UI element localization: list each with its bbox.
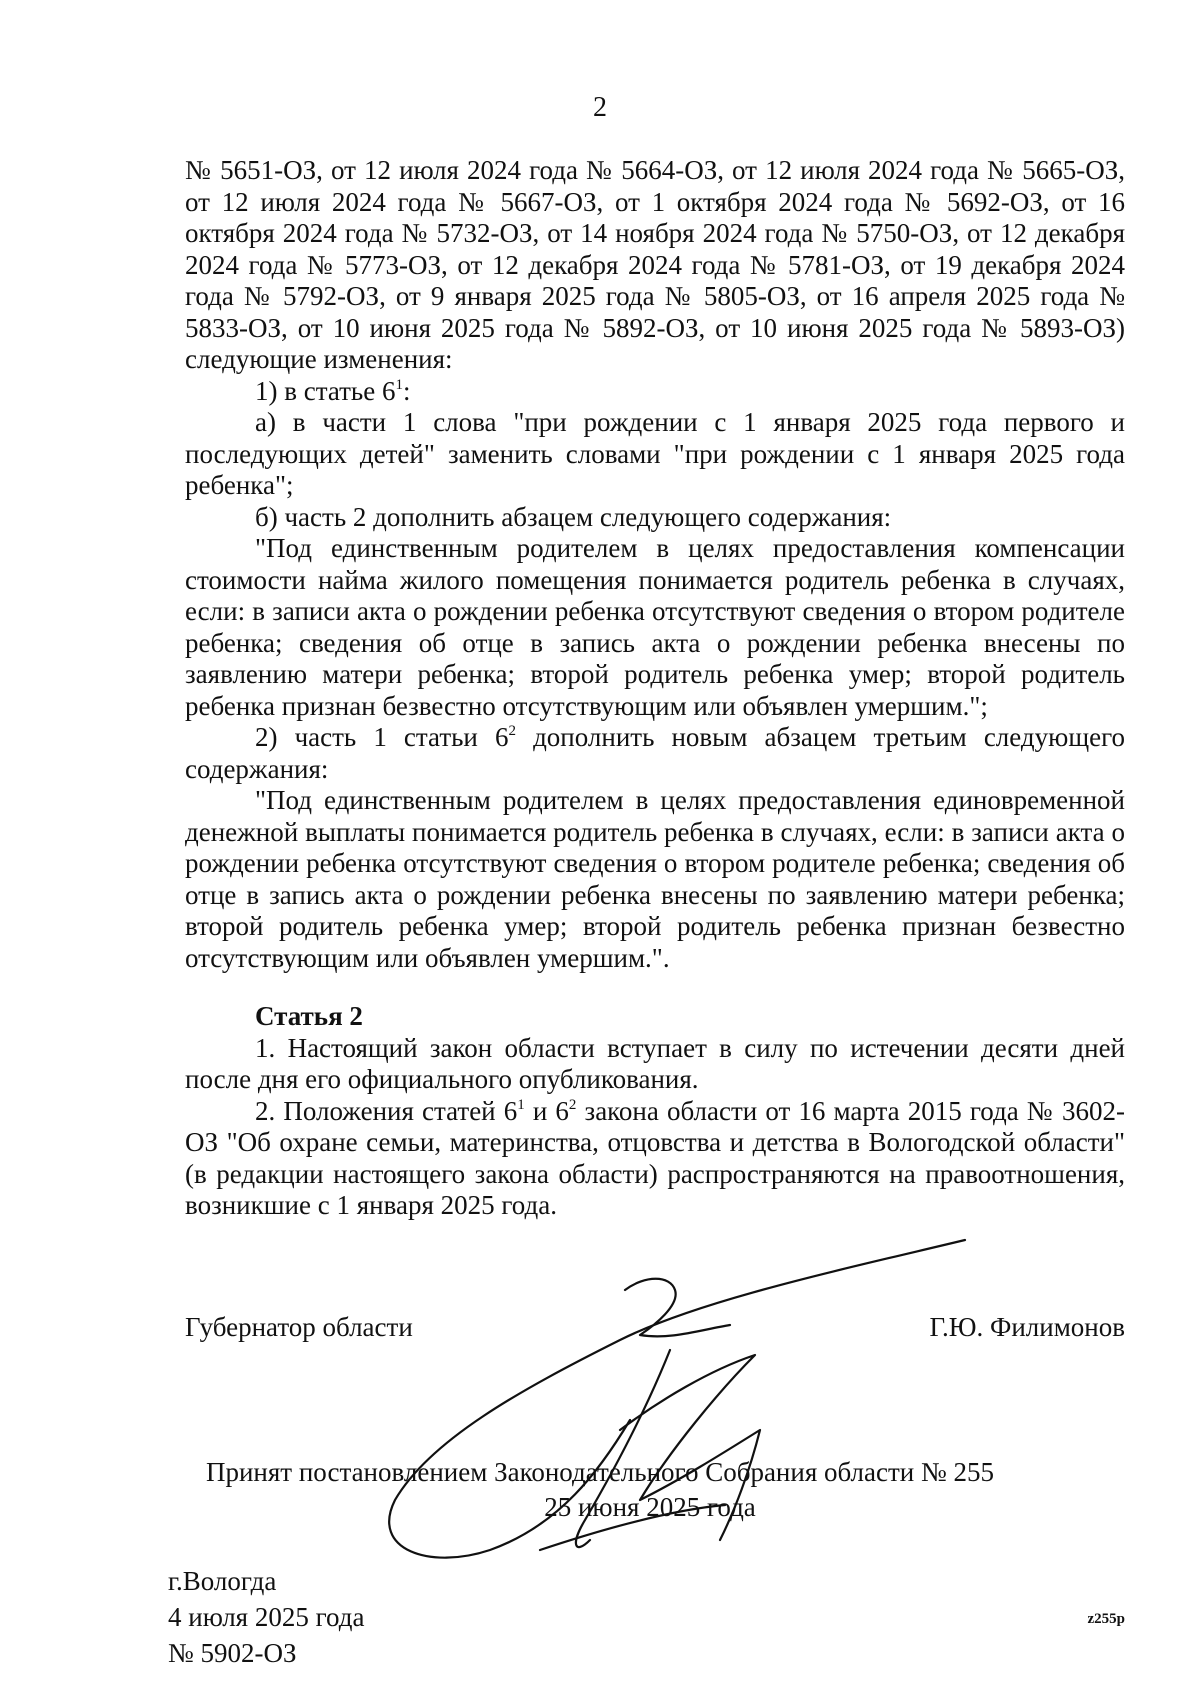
item-1-colon: : [402, 375, 411, 406]
point-2-text-a: 2. Положения статей 6 [255, 1095, 518, 1126]
point-2-text-b: и 6 [524, 1095, 569, 1126]
governor-title: Губернатор области [185, 1312, 413, 1342]
law-number: № 5902-ОЗ [168, 1638, 297, 1668]
item-2-text-rest: дополнить новым абзацем третьим следующего содержания: [185, 722, 1125, 784]
article-2-heading: Статья 2 [255, 1001, 363, 1031]
city: г.Вологда [168, 1566, 277, 1596]
superscript: 2 [568, 1096, 577, 1113]
quoted-paragraph-1: "Под единственным родителем в целях предоставления компенсации стоимости найма жилого помещения понимается родитель ребенка в случаях, если: в записи акта о рождении ребенка отсутствуют сведения о втором родителе ребенка; сведения об отце в запись акта о рождении ребенка внесены по заявлению матери ребенка; второй родитель ребенка умер; второй родитель ребенка признан безвестно отсутствующим или объявлен умершим."; [185, 533, 1125, 721]
document-code: z255p [1087, 1611, 1125, 1627]
adoption-line-2: 25 июня 2025 года [544, 1492, 756, 1522]
item-2-paragraph [185, 722, 1125, 785]
item-2-text: 2) часть 1 статьи 6 [255, 722, 509, 752]
point-2-text-c: закона области от 16 марта 2015 года № 3602-ОЗ "Об охране семьи, материнства, отцовства и детства в Вологодской области" (в редакции настоящего закона области) распространяются на правоотношения, возникшие с 1 января 2025 года. [185, 1095, 1125, 1220]
article-2-point-1: 1. Настоящий закон области вступает в силу по истечении десяти дней после дня его официального опубликования. [185, 1032, 1125, 1094]
quoted-paragraph-2: "Под единственным родителем в целях предоставления единовременной денежной выплаты понимается родитель ребенка в случаях, если: в записи акта о рождении ребенка отсутствуют сведения о втором родителе ребенка; сведения об отце в запись акта о рождении ребенка внесены по заявлению матери ребенка; второй родитель ребенка умер; второй родитель ребенка признан безвестно отсутствующим или объявлен умершим.". [185, 785, 1125, 973]
superscript: 1 [517, 1096, 525, 1113]
item-1-heading [185, 376, 1125, 408]
adoption-note [0, 1455, 1200, 1525]
place-date-number [168, 1563, 364, 1671]
item-1b-paragraph: б) часть 2 дополнить абзацем следующего содержания: [255, 501, 892, 532]
signing-date: 4 июля 2025 года [168, 1602, 365, 1632]
governor-name: Г.Ю. Филимонов [929, 1312, 1125, 1342]
law-text [185, 155, 1125, 1222]
adoption-line-1: Принят постановлением Законодательного Собрания области № 255 [205, 1457, 995, 1487]
amendment-list-paragraph: № 5651-ОЗ, от 12 июля 2024 года № 5664-ОЗ, от 12 июля 2024 года № 5665-ОЗ, от 12 июля 2024 года № 5667-ОЗ, от 1 октября 2024 года № 5692-ОЗ, от 16 октября 2024 года № 5732-ОЗ, от 14 ноября 2024 года № 5750-ОЗ, от 12 декабря 2024 года № 5773-ОЗ, от 12 декабря 2024 года № 5781-ОЗ, от 19 декабря 2024 года № 5792-ОЗ, от 9 января 2025 года № 5805-ОЗ, от 16 апреля 2025 года № 5833-ОЗ, от 10 июня 2025 года № 5892-ОЗ, от 10 июня 2025 года № 5893-ОЗ) следующие изменения: [185, 155, 1125, 374]
superscript: 1 [395, 376, 403, 393]
article-2-point-2 [185, 1096, 1125, 1222]
page-number: 2 [593, 92, 607, 123]
item-1a-paragraph: а) в части 1 слова "при рождении с 1 января 2025 года первого и последующих детей" заменить словами "при рождении с 1 января 2025 года ребенка"; [185, 407, 1125, 500]
item-1-text: 1) в статье 6 [255, 375, 396, 406]
superscript: 2 [508, 723, 516, 739]
